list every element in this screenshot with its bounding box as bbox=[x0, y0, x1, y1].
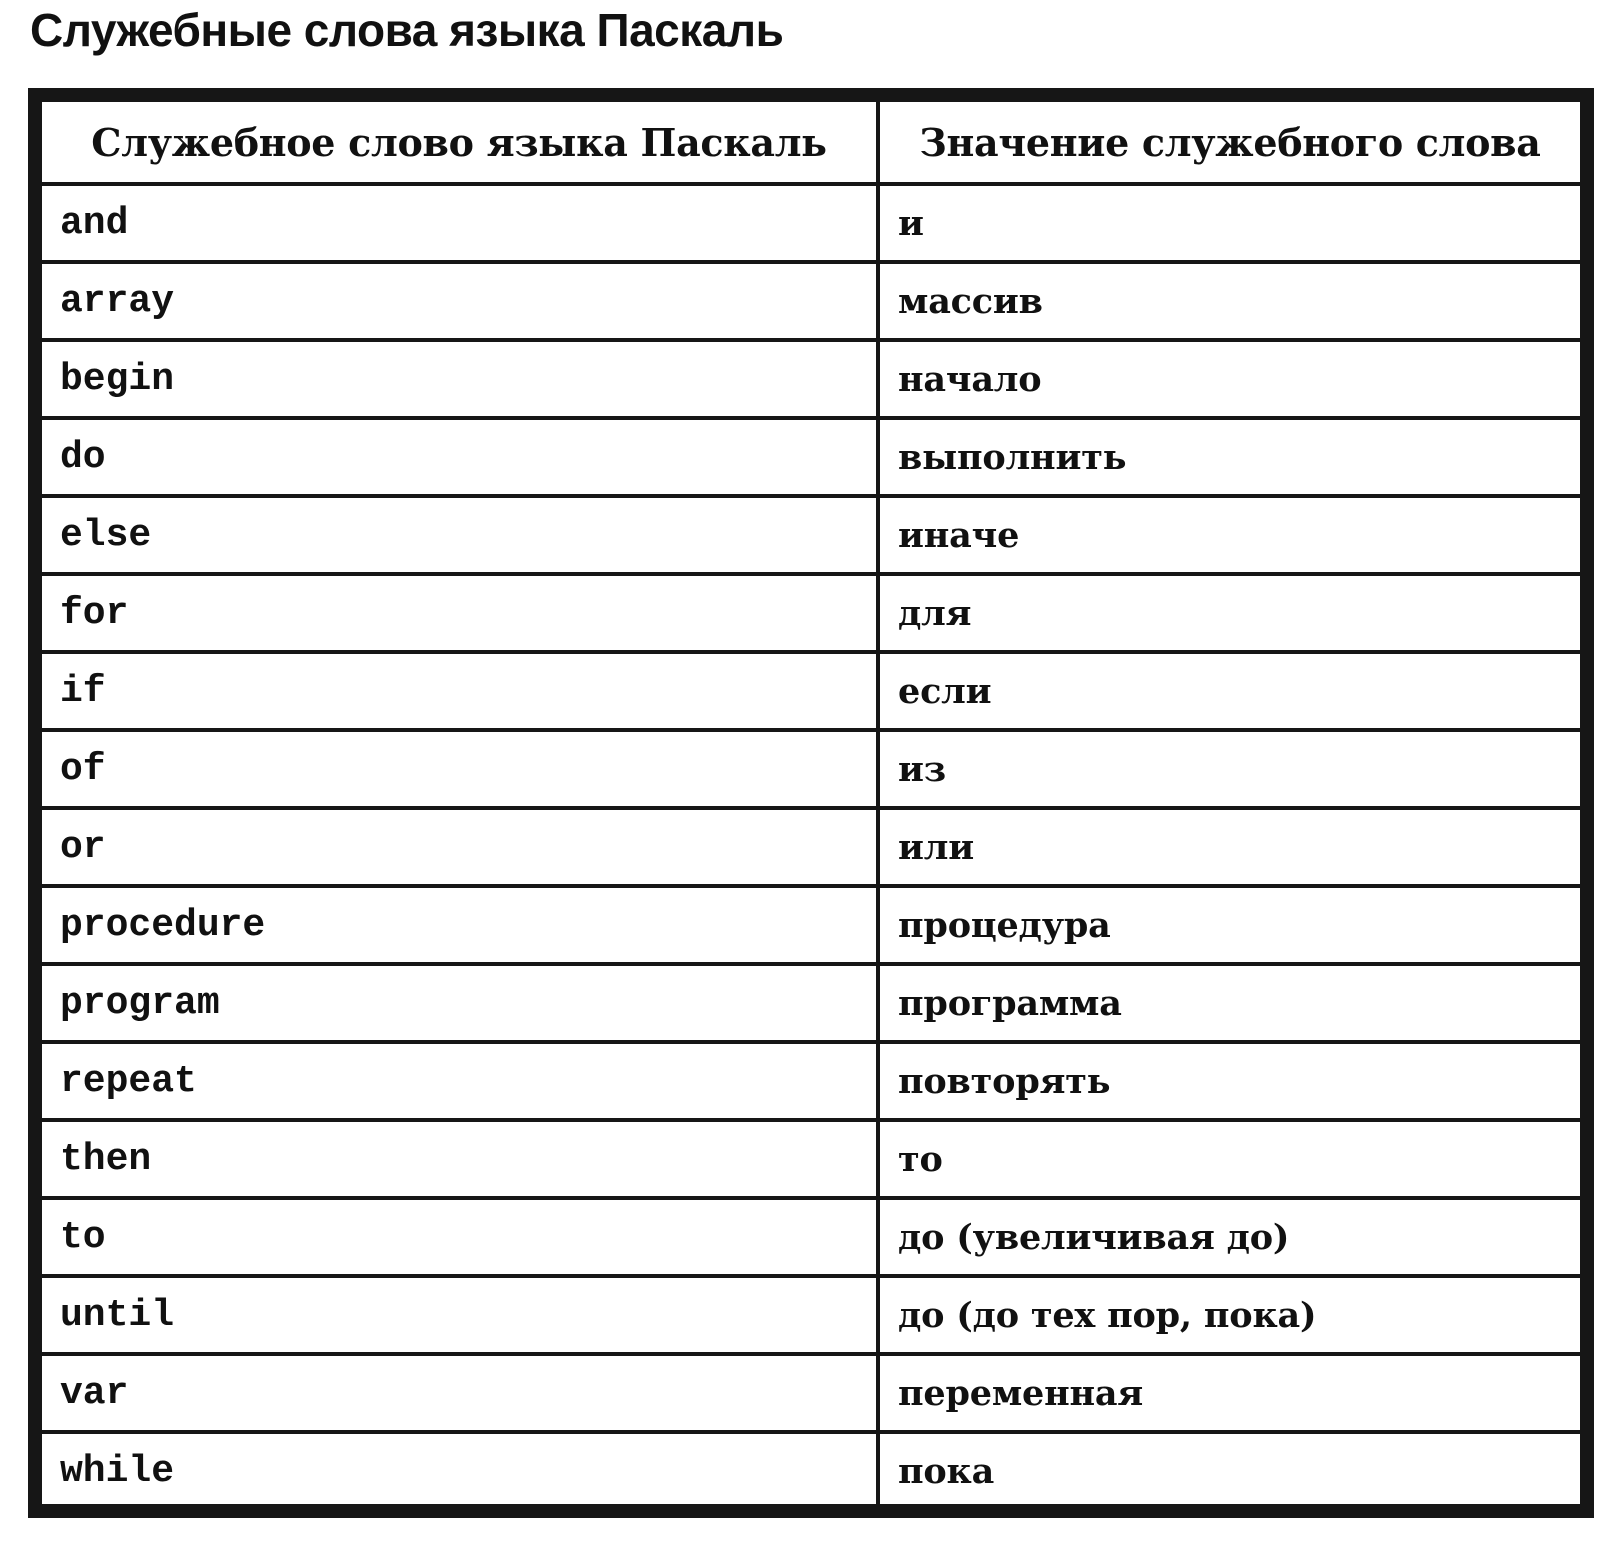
table-row bbox=[42, 652, 1580, 730]
meaning-cell: если bbox=[878, 652, 1580, 730]
keyword-cell: do bbox=[42, 418, 878, 496]
table-row bbox=[42, 886, 1580, 964]
table-row bbox=[42, 184, 1580, 262]
keyword-cell: else bbox=[42, 496, 878, 574]
meaning-cell: до (увеличивая до) bbox=[878, 1198, 1580, 1276]
meaning-cell: пока bbox=[878, 1432, 1580, 1508]
meaning-cell: и bbox=[878, 184, 1580, 262]
table-row bbox=[42, 1198, 1580, 1276]
page-title: Служебные слова языка Паскаль bbox=[30, 4, 784, 56]
keyword-cell: or bbox=[42, 808, 878, 886]
meaning-cell: выполнить bbox=[878, 418, 1580, 496]
keyword-cell: repeat bbox=[42, 1042, 878, 1120]
table-row bbox=[42, 262, 1580, 340]
keyword-cell: var bbox=[42, 1354, 878, 1432]
table-row bbox=[42, 496, 1580, 574]
table-row bbox=[42, 1432, 1580, 1508]
meaning-cell: иначе bbox=[878, 496, 1580, 574]
keyword-cell: begin bbox=[42, 340, 878, 418]
keyword-cell: while bbox=[42, 1432, 878, 1508]
keyword-cell: if bbox=[42, 652, 878, 730]
meaning-cell: начало bbox=[878, 340, 1580, 418]
keyword-cell: program bbox=[42, 964, 878, 1042]
table-row bbox=[42, 418, 1580, 496]
meaning-cell: массив bbox=[878, 262, 1580, 340]
table-row bbox=[42, 1042, 1580, 1120]
table-row bbox=[42, 730, 1580, 808]
meaning-cell: до (до тех пор, пока) bbox=[878, 1276, 1580, 1354]
keyword-cell: array bbox=[42, 262, 878, 340]
meaning-cell: процедура bbox=[878, 886, 1580, 964]
meaning-cell: то bbox=[878, 1120, 1580, 1198]
table-row bbox=[42, 1276, 1580, 1354]
meaning-cell: повторять bbox=[878, 1042, 1580, 1120]
meaning-cell: программа bbox=[878, 964, 1580, 1042]
table-row bbox=[42, 574, 1580, 652]
keyword-cell: to bbox=[42, 1198, 878, 1276]
header-meaning: Значение служебного слова bbox=[878, 102, 1580, 184]
table-row bbox=[42, 808, 1580, 886]
keyword-cell: of bbox=[42, 730, 878, 808]
table-row bbox=[42, 340, 1580, 418]
table-body bbox=[42, 184, 1580, 1508]
meaning-cell: переменная bbox=[878, 1354, 1580, 1432]
table-header-row bbox=[42, 102, 1580, 184]
meaning-cell: или bbox=[878, 808, 1580, 886]
meaning-cell: из bbox=[878, 730, 1580, 808]
keywords-table-frame bbox=[28, 88, 1594, 1518]
keyword-cell: until bbox=[42, 1276, 878, 1354]
keywords-table bbox=[42, 102, 1580, 1508]
header-keyword: Служебное слово языка Паскаль bbox=[42, 102, 878, 184]
keyword-cell: then bbox=[42, 1120, 878, 1198]
keyword-cell: for bbox=[42, 574, 878, 652]
meaning-cell: для bbox=[878, 574, 1580, 652]
table-row bbox=[42, 1120, 1580, 1198]
keywords-table-container bbox=[40, 100, 1582, 1506]
keyword-cell: and bbox=[42, 184, 878, 262]
table-row bbox=[42, 964, 1580, 1042]
keyword-cell: procedure bbox=[42, 886, 878, 964]
table-row bbox=[42, 1354, 1580, 1432]
